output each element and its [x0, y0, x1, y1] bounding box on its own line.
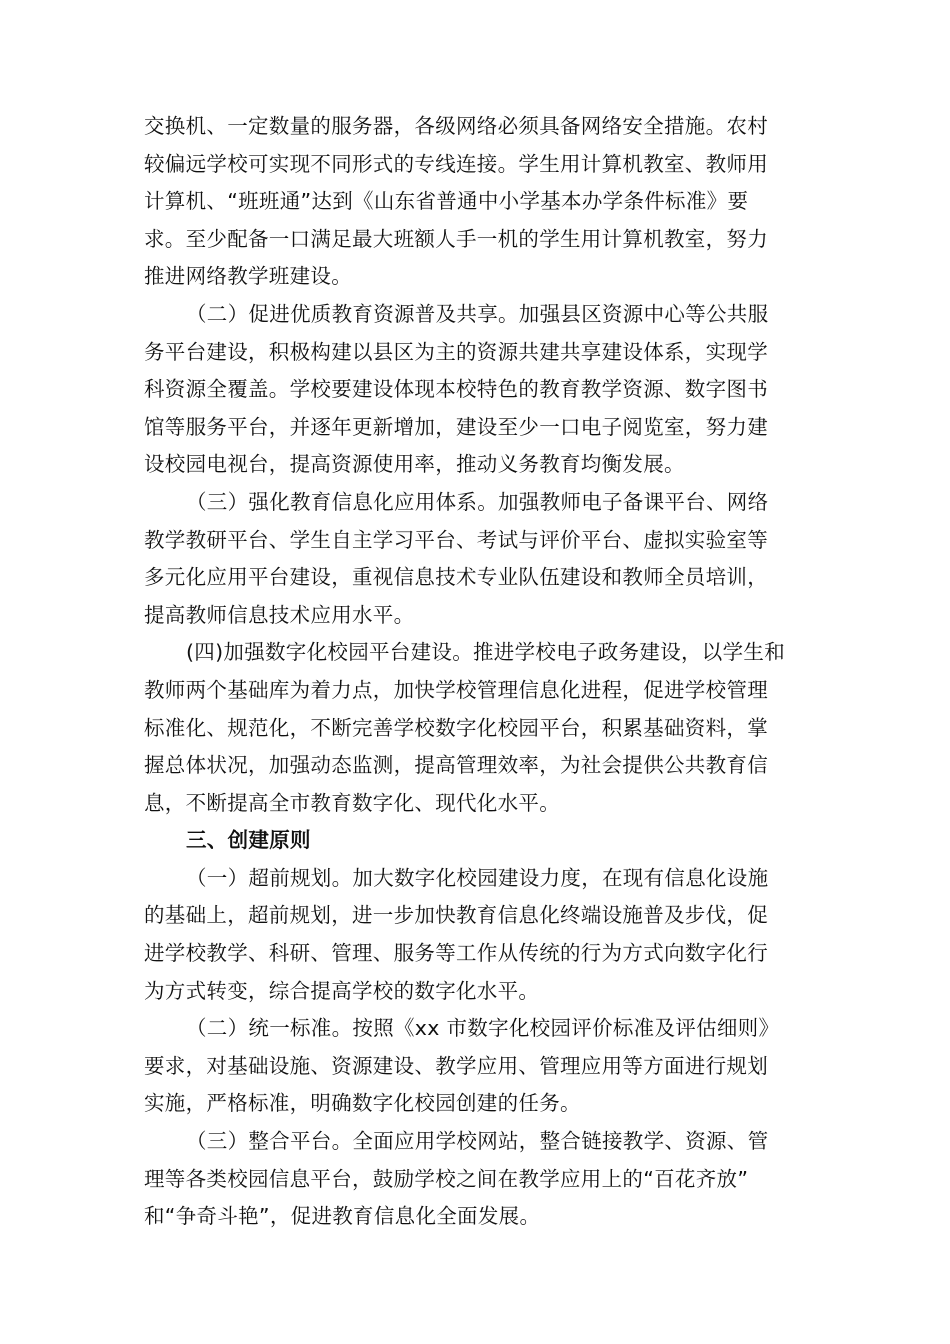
body-paragraph	[144, 1010, 816, 1123]
paragraph-line: 计算机、“班班通”达到《山东省普通中小学基本办学条件标准》要	[144, 189, 749, 214]
paragraph-line: 务平台建设，积极构建以县区为主的资源共建共享建设体系，实现学	[144, 339, 768, 364]
body-paragraph	[144, 634, 816, 822]
paragraph-line: 科资源全覆盖。学校要建设体现本校特色的教育教学资源、数字图书	[144, 377, 768, 402]
paragraph-line: 和“争奇斗艳”，促进教育信息化全面发展。	[144, 1204, 541, 1229]
paragraph-line: 教师两个基础库为着力点，加快学校管理信息化进程，促进学校管理	[144, 677, 768, 702]
body-paragraph	[144, 1123, 816, 1236]
paragraph-line: 要求，对基础设施、资源建设、教学应用、管理应用等方面进行规划	[144, 1053, 768, 1078]
paragraph-line: （二）促进优质教育资源普及共享。加强县区资源中心等公共服	[186, 301, 769, 326]
paragraph-line: （三）整合平台。全面应用学校网站，整合链接教学、资源、管	[186, 1129, 769, 1154]
body-paragraph	[144, 860, 816, 1010]
paragraph-line: 标准化、规范化，不断完善学校数字化校园平台，积累基础资料，掌	[144, 715, 768, 740]
body-paragraph	[144, 484, 816, 634]
paragraph-line: 握总体状况，加强动态监测，提高管理效率，为社会提供公共教育信	[144, 753, 768, 778]
heading-text: 三、创建原则	[186, 828, 311, 853]
paragraph-line: 理等各类校园信息平台，鼓励学校之间在教学应用上的“百花齐放”	[144, 1166, 749, 1191]
document-page	[144, 108, 816, 1236]
body-paragraph	[144, 296, 816, 484]
paragraph-line: 较偏远学校可实现不同形式的专线连接。学生用计算机教室、教师用	[144, 151, 768, 176]
paragraph-line: 设校园电视台，提高资源使用率，推动义务教育均衡发展。	[144, 452, 685, 477]
paragraph-line: 教学教研平台、学生自主学习平台、考试与评价平台、虚拟实验室等	[144, 527, 768, 552]
paragraph-line: （二）统一标准。按照《xx 市数字化校园评价标准及评估细则》	[186, 1016, 780, 1041]
paragraph-line: 多元化应用平台建设，重视信息技术专业队伍建设和教师全员培训，	[144, 565, 768, 590]
paragraph-line: （三）强化教育信息化应用体系。加强教师电子备课平台、网络	[186, 489, 769, 514]
paragraph-line: 交换机、一定数量的服务器，各级网络必须具备网络安全措施。农村	[144, 114, 768, 138]
paragraph-line: 实施，严格标准，明确数字化校园创建的任务。	[144, 1091, 581, 1116]
body-paragraph	[144, 108, 816, 296]
paragraph-line: 推进网络教学班建设。	[144, 264, 352, 289]
paragraph-line: 进学校教学、科研、管理、服务等工作从传统的行为方式向数字化行	[144, 941, 768, 966]
paragraph-line: 的基础上，超前规划，进一步加快教育信息化终端设施普及步伐，促	[144, 903, 768, 928]
paragraph-line: 为方式转变，综合提高学校的数字化水平。	[144, 978, 540, 1003]
section-heading	[144, 822, 816, 860]
paragraph-line: 提高教师信息技术应用水平。	[144, 602, 415, 627]
paragraph-line: （一）超前规划。加大数字化校园建设力度，在现有信息化设施	[186, 865, 769, 890]
paragraph-line: (四)加强数字化校园平台建设。推进学校电子政务建设，以学生和	[186, 640, 785, 665]
paragraph-line: 息，不断提高全市教育数字化、现代化水平。	[144, 790, 560, 815]
paragraph-line: 求。至少配备一口满足最大班额人手一机的学生用计算机教室，努力	[144, 226, 768, 251]
paragraph-line: 馆等服务平台，并逐年更新增加，建设至少一口电子阅览室，努力建	[144, 414, 768, 439]
